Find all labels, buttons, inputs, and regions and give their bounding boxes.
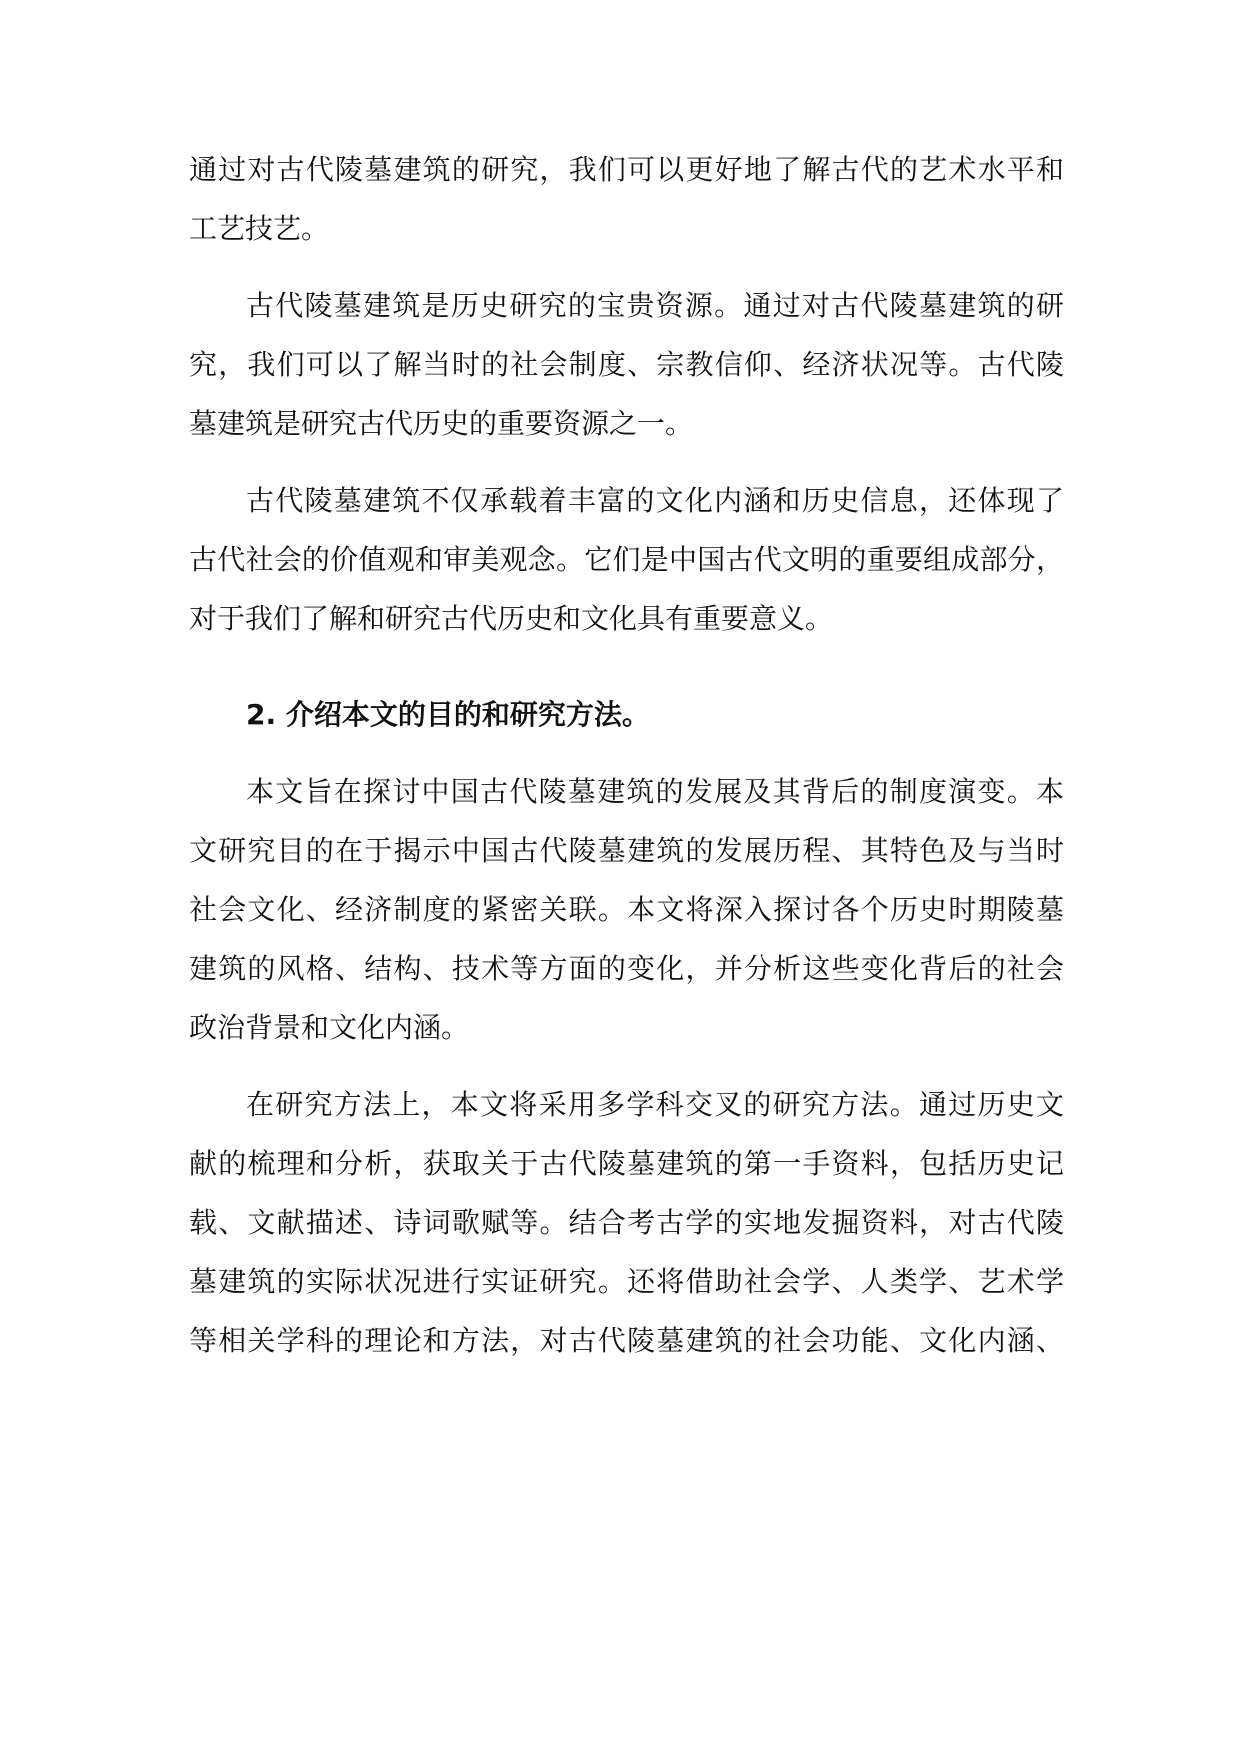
paragraph-2 — [189, 276, 1064, 453]
section-heading: 2. 介绍本文的目的和研究方法。 — [246, 698, 650, 731]
text-line: 古代陵墓建筑不仅承载着丰富的文化内涵和历史信息，还体现了 — [246, 484, 1064, 517]
text-line: 载、文献描述、诗词歌赋等。结合考古学的实地发掘资料，对古代陵 — [189, 1206, 1064, 1239]
text-line: 对于我们了解和研究古代历史和文化具有重要意义。 — [189, 602, 834, 635]
text-line: 本文旨在探讨中国古代陵墓建筑的发展及其背后的制度演变。本 — [246, 775, 1064, 808]
text-line: 古代陵墓建筑是历史研究的宝贵资源。通过对古代陵墓建筑的研 — [246, 289, 1064, 322]
text-line: 古代社会的价值观和审美观念。它们是中国古代文明的重要组成部分， — [189, 543, 1064, 576]
text-line: 究，我们可以了解当时的社会制度、宗教信仰、经济状况等。古代陵 — [189, 348, 1064, 381]
text-line: 社会文化、经济制度的紧密关联。本文将深入探讨各个历史时期陵墓 — [189, 893, 1064, 926]
text-line: 献的梳理和分析，获取关于古代陵墓建筑的第一手资料，包括历史记 — [189, 1147, 1064, 1180]
text-line: 文研究目的在于揭示中国古代陵墓建筑的发展历程、其特色及与当时 — [189, 834, 1064, 867]
text-line: 墓建筑是研究古代历史的重要资源之一。 — [189, 407, 694, 440]
paragraph-4 — [189, 762, 1064, 1057]
text-line: 政治背景和文化内涵。 — [189, 1011, 470, 1044]
paragraph-1 — [189, 140, 1064, 258]
text-line: 通过对古代陵墓建筑的研究，我们可以更好地了解古代的艺术水平和 — [189, 153, 1064, 186]
paragraph-3 — [189, 471, 1064, 648]
text-line: 在研究方法上，本文将采用多学科交叉的研究方法。通过历史文 — [246, 1088, 1064, 1121]
paragraph-5 — [189, 1075, 1064, 1370]
text-line: 等相关学科的理论和方法，对古代陵墓建筑的社会功能、文化内涵、 — [189, 1324, 1064, 1357]
text-line: 建筑的风格、结构、技术等方面的变化，并分析这些变化背后的社会 — [189, 952, 1064, 985]
text-line: 工艺技艺。 — [189, 212, 330, 245]
text-line: 墓建筑的实际状况进行实证研究。还将借助社会学、人类学、艺术学 — [189, 1265, 1064, 1298]
body-text — [189, 140, 1064, 1370]
